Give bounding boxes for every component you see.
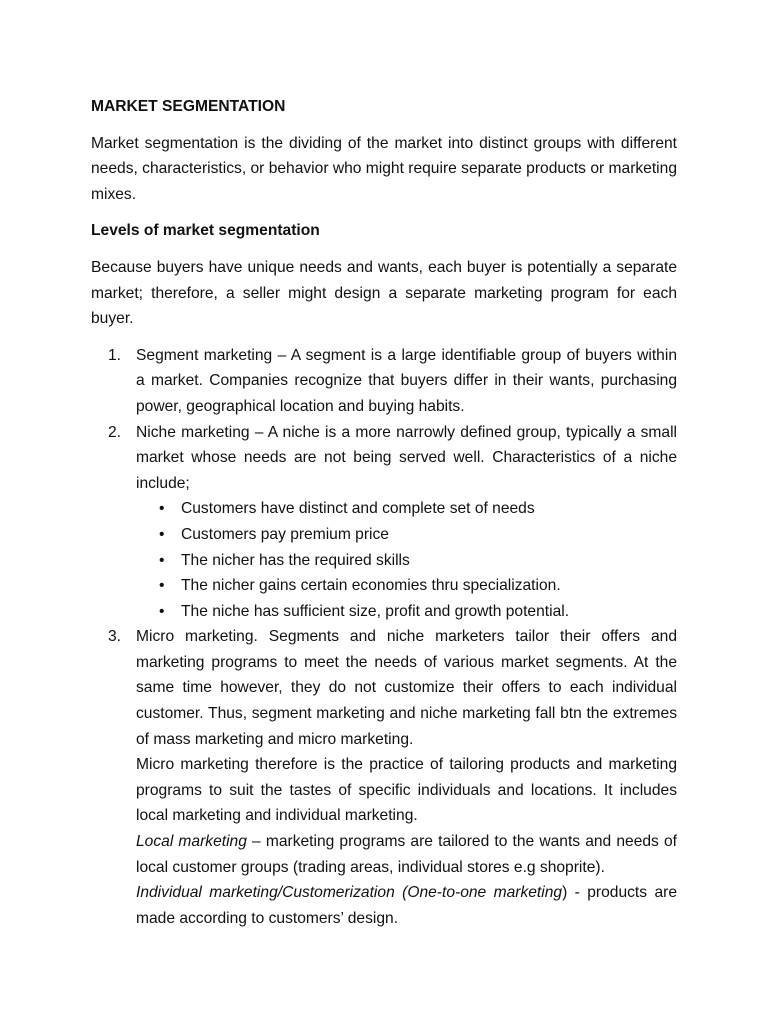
bullet-text: The nicher gains certain economies thru specialization.: [181, 577, 561, 595]
list-item-text: Segment marketing – A segment is a large identifiable group of buyers within a market. Companies recognize that buyers differ in their wants, purchasing power, geographical location and buying habits.: [136, 346, 677, 415]
list-number: 2.: [108, 423, 122, 441]
bullet-icon: •: [159, 500, 165, 518]
local-marketing-paragraph: [136, 829, 677, 880]
bullet-text: Customers have distinct and complete set of needs: [181, 500, 535, 518]
list-item-text: Micro marketing. Segments and niche marketers tailor their offers and marketing programs to meet the needs of various market segments. At the same time however, they do not customize their offers to each individual customer. Thus, segment marketing and niche marketing fall btn the extremes of mass marketing and micro marketing.: [136, 628, 677, 748]
bullet-icon: •: [159, 577, 165, 595]
list-number: 3.: [108, 628, 122, 646]
levels-intro-paragraph: Because buyers have unique needs and wants, each buyer is potentially a separate market; therefore, a seller might design a separate marketing program for each buyer.: [91, 258, 677, 328]
list-number: 1.: [108, 346, 122, 364]
bullet-icon: •: [159, 602, 165, 620]
individual-marketing-term: Individual marketing/Customerization (One-to-one marketing: [136, 884, 563, 902]
local-marketing-text: – marketing programs are tailored to the wants and needs of local customer groups (trading areas, individual stores e.g shoprite).: [136, 833, 677, 876]
intro-paragraph: Market segmentation is the dividing of the market into distinct groups with different needs, characteristics, or behavior who might require separate products or marketing mixes.: [91, 134, 677, 203]
bullet-text: The niche has sufficient size, profit and growth potential.: [181, 602, 570, 620]
bullet-item: [159, 548, 677, 574]
niche-characteristics-list: [136, 496, 677, 624]
bullet-item: [159, 599, 677, 625]
bullet-item: [159, 573, 677, 599]
bullet-text: The nicher has the required skills: [181, 551, 410, 569]
bullet-icon: •: [159, 525, 165, 543]
individual-marketing-text: ) - products are made according to customers’ design.: [136, 884, 677, 927]
bullet-item: [159, 496, 677, 522]
bullet-item: [159, 522, 677, 548]
document-title: MARKET SEGMENTATION: [91, 98, 286, 115]
list-item-micro-marketing: [108, 624, 677, 931]
bullet-icon: •: [159, 551, 165, 569]
levels-heading: Levels of market segmentation: [91, 222, 320, 240]
individual-marketing-paragraph: [136, 880, 677, 931]
list-item-segment-marketing: [108, 343, 677, 420]
local-marketing-term: Local marketing: [136, 833, 247, 851]
micro-marketing-definition: Micro marketing therefore is the practice of tailoring products and marketing programs to suit the tastes of specific individuals and locations. It includes local marketing and individual marketing.: [136, 756, 677, 825]
bullet-text: Customers pay premium price: [181, 525, 389, 543]
list-item-text: Niche marketing – A niche is a more narrowly defined group, typically a small market whose needs are not being served well. Characteristics of a niche include;: [136, 423, 677, 492]
document-page: [91, 94, 677, 931]
levels-list: [91, 343, 677, 932]
list-item-niche-marketing: [108, 420, 677, 625]
